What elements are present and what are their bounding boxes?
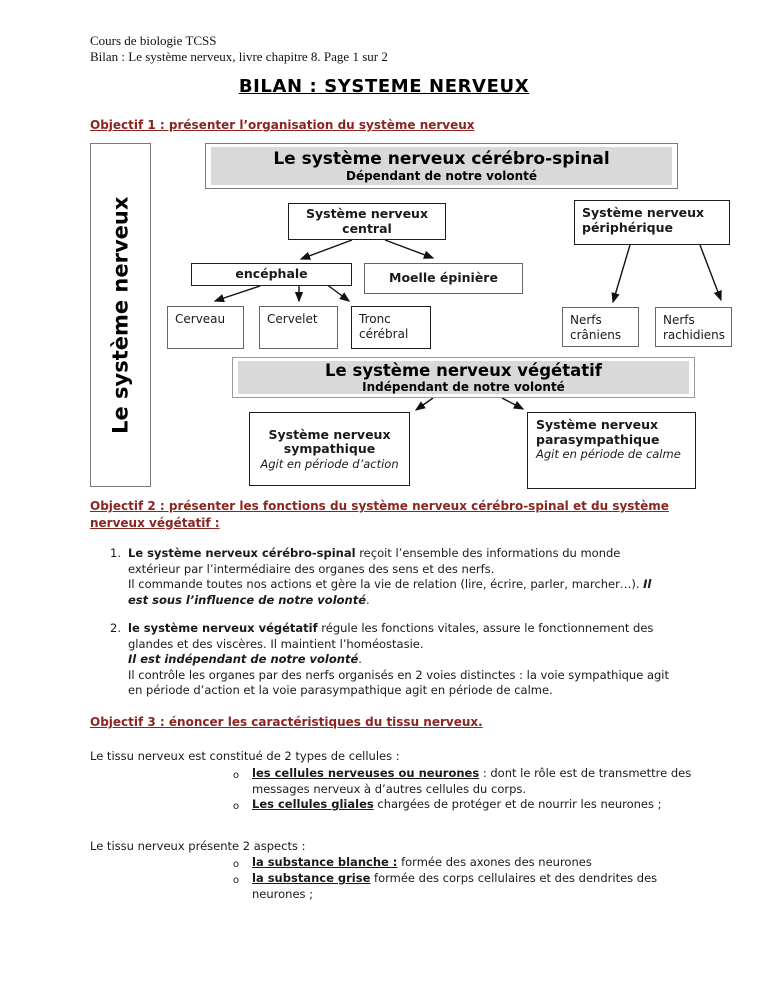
cerebrospinal-banner xyxy=(205,143,678,189)
bullet-marker: o xyxy=(233,801,240,812)
sympathique-box xyxy=(249,412,410,486)
tronc-cerebral-box: Tronc cérébral xyxy=(351,306,431,349)
vegetatif-title: Le système nerveux végétatif xyxy=(325,360,602,380)
parasympathique-box xyxy=(527,412,696,489)
bullet-substance-blanche-rest: formée des axones des neurones xyxy=(397,855,592,869)
list-item-1-lead: Le système nerveux cérébro-spinal xyxy=(128,546,356,560)
nervous-system-diagram xyxy=(0,143,768,493)
vegetatif-banner xyxy=(232,357,695,398)
cervelet-box: Cervelet xyxy=(259,306,338,349)
page-title: BILAN : SYSTEME NERVEUX xyxy=(238,76,530,97)
nerfs-rachidiens-box: Nerfs rachidiens xyxy=(655,307,732,347)
list-item-1-text1: reçoit l’ensemble des informations du monde extérieur par l’intermédiaire des organes des sens et des nerfs. xyxy=(128,546,621,576)
vegetatif-subtitle: Indépendant de notre volonté xyxy=(362,379,565,394)
bullet-gliales-rest: chargées de protéger et de nourrir les neurones ; xyxy=(373,797,662,811)
list-item-2-text1: régule les fonctions vitales, assure le fonctionnement des glandes et des viscères. Il maintient l’homéostasie. xyxy=(128,621,654,651)
bullet-neurones xyxy=(252,766,712,797)
bullet-marker: o xyxy=(233,859,240,870)
list-item-1-number: 1. xyxy=(110,546,121,560)
bullet-substance-blanche xyxy=(252,855,712,871)
sympathique-title: Système nerveux sympathique xyxy=(268,426,391,456)
side-label-text: Le système nerveux xyxy=(108,196,133,434)
parasympathique-title: Système nerveux parasympathique xyxy=(536,417,660,447)
header-course-line: Cours de biologie TCSS xyxy=(90,33,217,48)
bullet-substance-grise-lead: la substance grise xyxy=(252,871,371,885)
list-item-2-lead: le système nerveux végétatif xyxy=(128,621,318,635)
list-item-1-tail: . xyxy=(366,592,370,607)
central-box: Système nerveux central xyxy=(288,203,446,240)
cerveau-box: Cerveau xyxy=(167,306,244,349)
tissue-intro-1: Le tissu nerveux est constitué de 2 types de cellules : xyxy=(90,749,400,763)
bullet-substance-grise xyxy=(252,871,712,902)
bullet-neurones-lead: les cellules nerveuses ou neurones xyxy=(252,766,480,780)
list-item-2-tail: . xyxy=(358,652,362,666)
parasympathique-note: Agit en période de calme xyxy=(536,447,681,461)
list-item-1-emphasis: Il est sous l’influence de notre volonté xyxy=(128,577,652,607)
bullet-gliales xyxy=(252,797,712,813)
cerebrospinal-title: Le système nerveux cérébro-spinal xyxy=(273,148,610,169)
objectif-2-heading: Objectif 2 : présenter les fonctions du système nerveux cérébro-spinal et du système nerveux végétatif : xyxy=(90,499,669,530)
moelle-box: Moelle épinière xyxy=(364,263,523,294)
list-item-2 xyxy=(128,621,673,699)
bullet-marker: o xyxy=(233,875,240,886)
tissue-intro-2: Le tissu nerveux présente 2 aspects : xyxy=(90,839,306,853)
list-item-1-text2: Il commande toutes nos actions et gère la vie de relation (lire, écrire, parler, marcher…). xyxy=(128,577,644,591)
bullet-substance-blanche-lead: la substance blanche : xyxy=(252,855,398,869)
bullet-gliales-lead: Les cellules gliales xyxy=(252,797,374,811)
header-chapter-line: Bilan : Le système nerveux, livre chapitre 8. Page 1 sur 2 xyxy=(90,49,388,64)
side-label-box xyxy=(90,143,151,487)
nerfs-craniens-box: Nerfs crâniens xyxy=(562,307,639,347)
objectif-3-heading: Objectif 3 : énoncer les caractéristiques du tissu nerveux. xyxy=(90,715,483,729)
list-item-2-number: 2. xyxy=(110,621,121,635)
bullet-marker: o xyxy=(233,770,240,781)
list-item-1 xyxy=(128,546,673,608)
objectif-1-heading: Objectif 1 : présenter l’organisation du système nerveux xyxy=(90,118,475,132)
list-item-2-text2: Il contrôle les organes par des nerfs organisés en 2 voies distinctes : la voie sympathique agit en période d’action et la voie parasympathique agit en période de calme. xyxy=(128,667,670,697)
encephale-box: encéphale xyxy=(191,263,352,286)
list-item-2-emphasis: Il est indépendant de notre volonté xyxy=(128,652,359,666)
peripherique-box: Système nerveux périphérique xyxy=(574,200,730,245)
bullet-substance-grise-rest: formée des corps cellulaires et des dendrites des neurones ; xyxy=(252,871,658,901)
sympathique-note: Agit en période d’action xyxy=(260,456,399,471)
bullet-neurones-rest: : dont le rôle est de transmettre des messages nerveux à d’autres cellules du corps. xyxy=(252,766,692,796)
cerebrospinal-subtitle: Dépendant de notre volonté xyxy=(345,168,538,183)
